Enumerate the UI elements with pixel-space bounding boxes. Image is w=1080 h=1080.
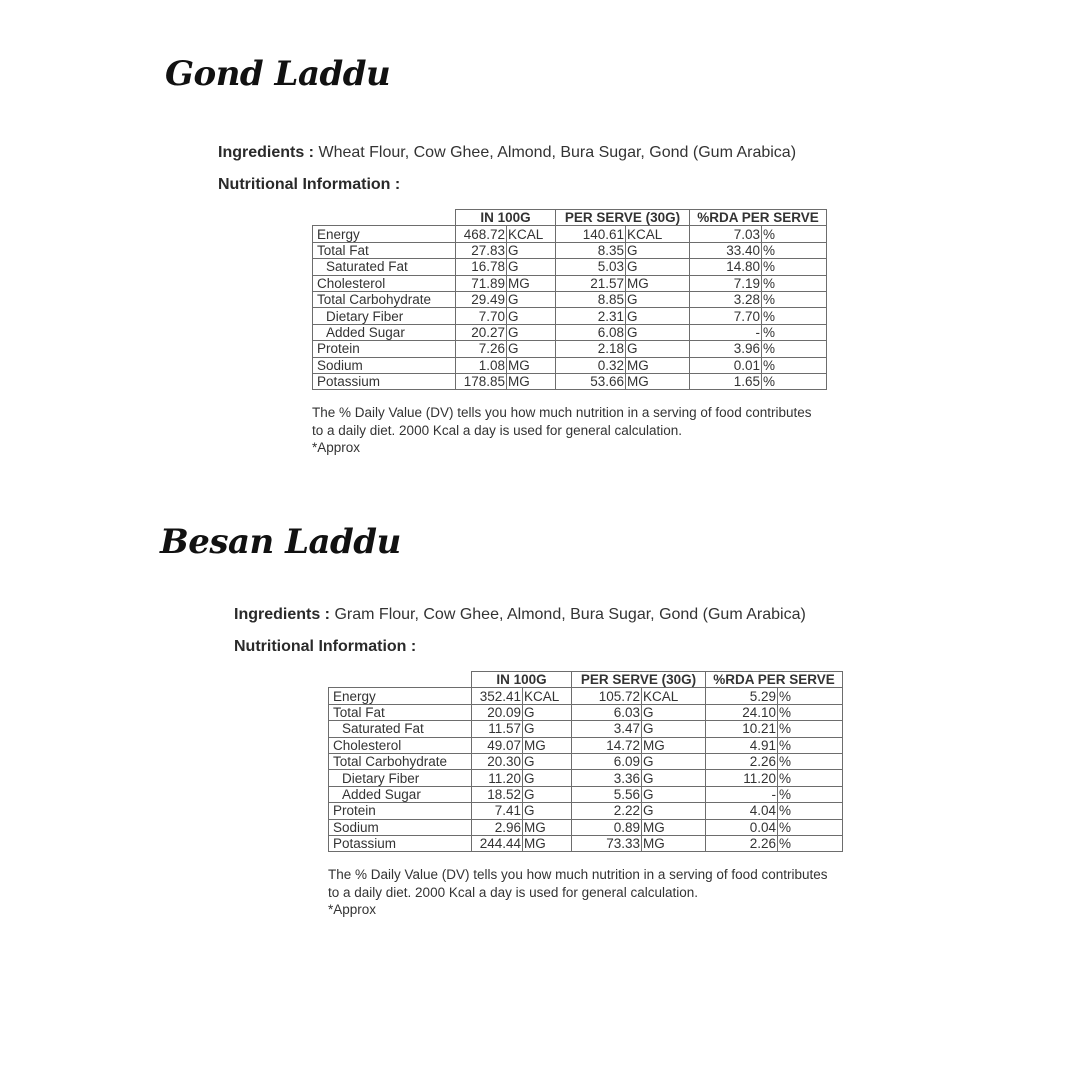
in100-value: 11.20 [472,770,523,786]
in100-value: 27.83 [456,242,507,258]
in100-value: 468.72 [456,226,507,242]
rda-value: 7.19 [690,275,762,291]
per-serve-unit: G [642,786,706,802]
per-serve-unit: MG [642,835,706,851]
rda-unit: % [778,786,843,802]
nutrient-name: Protein [313,341,456,357]
nutrient-name: Cholesterol [329,737,472,753]
header-per-serve: PER SERVE (30G) [556,210,690,226]
per-serve-unit: MG [626,373,690,389]
header-rda-per-serve: %RDA PER SERVE [706,672,843,688]
nutrient-row [313,275,827,291]
ingredients-text: Gram Flour, Cow Ghee, Almond, Bura Sugar, Gond (Gum Arabica) [334,606,806,623]
nutrition-table [328,671,843,852]
rda-unit: % [762,324,827,340]
nutrition-table [312,209,827,390]
footnote [328,866,888,919]
footnote [312,404,872,457]
nutrient-name: Dietary Fiber [313,308,456,324]
nutrient-row [313,291,827,307]
in100-unit: G [507,242,556,258]
per-serve-value: 2.18 [556,341,626,357]
per-serve-value: 73.33 [572,835,642,851]
in100-value: 7.70 [456,308,507,324]
in100-value: 16.78 [456,259,507,275]
per-serve-value: 6.03 [572,704,642,720]
nutrient-name: Total Fat [313,242,456,258]
per-serve-value: 8.85 [556,291,626,307]
rda-value: 4.04 [706,803,778,819]
rda-value: 3.28 [690,291,762,307]
in100-unit: G [523,770,572,786]
in100-unit: G [507,291,556,307]
rda-value: 14.80 [690,259,762,275]
nutrient-row [313,226,827,242]
rda-unit: % [778,688,843,704]
in100-value: 20.30 [472,753,523,769]
rda-value: 0.01 [690,357,762,373]
per-serve-unit: MG [626,357,690,373]
in100-value: 2.96 [472,819,523,835]
rda-unit: % [762,291,827,307]
rda-unit: % [762,275,827,291]
per-serve-unit: G [626,259,690,275]
nutritional-info-label: Nutritional Information : [218,176,401,193]
in100-unit: MG [507,357,556,373]
nutrient-row [329,819,843,835]
ingredients-label: Ingredients : [234,606,331,623]
per-serve-value: 105.72 [572,688,642,704]
in100-unit: G [523,803,572,819]
per-serve-value: 2.22 [572,803,642,819]
per-serve-unit: G [626,324,690,340]
rda-unit: % [778,704,843,720]
nutrition-table-body [329,688,843,852]
rda-value: 1.65 [690,373,762,389]
per-serve-value: 140.61 [556,226,626,242]
per-serve-unit: G [642,803,706,819]
in100-unit: G [523,704,572,720]
per-serve-unit: MG [642,819,706,835]
nutrient-name: Added Sugar [313,324,456,340]
in100-value: 11.57 [472,721,523,737]
in100-unit: MG [507,373,556,389]
header-blank-cell [329,672,472,688]
in100-value: 7.41 [472,803,523,819]
rda-unit: % [778,721,843,737]
footnote-approx: *Approx [312,440,361,455]
per-serve-unit: G [642,770,706,786]
nutrient-name: Saturated Fat [329,721,472,737]
rda-unit: % [762,259,827,275]
nutrient-name: Sodium [313,357,456,373]
per-serve-value: 53.66 [556,373,626,389]
rda-unit: % [762,242,827,258]
header-rda-per-serve: %RDA PER SERVE [690,210,827,226]
in100-unit: MG [523,819,572,835]
nutrient-row [313,308,827,324]
in100-unit: MG [523,737,572,753]
per-serve-unit: G [626,341,690,357]
ingredients-text: Wheat Flour, Cow Ghee, Almond, Bura Sugar, Gond (Gum Arabica) [318,144,797,161]
nutrient-row [329,786,843,802]
in100-unit: MG [507,275,556,291]
footnote-line-1: The % Daily Value (DV) tells you how much nutrition in a serving of food contributes [328,867,828,882]
per-serve-unit: G [642,704,706,720]
ingredients-line [218,144,796,162]
rda-unit: % [778,803,843,819]
footnote-line-2: to a daily diet. 2000 Kcal a day is used for general calculation. [312,422,682,438]
per-serve-unit: KCAL [626,226,690,242]
in100-unit: G [523,753,572,769]
nutrient-row [329,704,843,720]
nutrient-row [329,835,843,851]
nutrient-name: Total Carbohydrate [313,291,456,307]
product-title: Gond Laddu [165,54,391,94]
per-serve-value: 2.31 [556,308,626,324]
header-in-100g: IN 100G [472,672,572,688]
header-per-serve: PER SERVE (30G) [572,672,706,688]
rda-unit: % [778,770,843,786]
rda-value: - [706,786,778,802]
in100-unit: G [507,259,556,275]
in100-unit: KCAL [507,226,556,242]
nutrient-row [329,803,843,819]
in100-value: 71.89 [456,275,507,291]
in100-value: 244.44 [472,835,523,851]
per-serve-value: 3.47 [572,721,642,737]
per-serve-unit: G [642,721,706,737]
rda-unit: % [778,737,843,753]
nutrient-name: Potassium [329,835,472,851]
nutrient-name: Energy [329,688,472,704]
footnote-line-1: The % Daily Value (DV) tells you how much nutrition in a serving of food contributes [312,405,812,420]
nutritional-info-label: Nutritional Information : [234,638,417,655]
per-serve-value: 14.72 [572,737,642,753]
per-serve-unit: MG [642,737,706,753]
nutrient-name: Sodium [329,819,472,835]
per-serve-value: 6.09 [572,753,642,769]
nutrient-row [313,373,827,389]
ingredients-label: Ingredients : [218,144,315,161]
per-serve-value: 8.35 [556,242,626,258]
rda-unit: % [762,357,827,373]
rda-value: 33.40 [690,242,762,258]
per-serve-value: 0.89 [572,819,642,835]
header-in-100g: IN 100G [456,210,556,226]
rda-value: - [690,324,762,340]
in100-value: 1.08 [456,357,507,373]
nutrient-row [313,259,827,275]
in100-unit: G [523,786,572,802]
rda-value: 11.20 [706,770,778,786]
per-serve-unit: G [626,308,690,324]
nutrient-row [329,688,843,704]
nutrition-table-header [329,672,843,688]
per-serve-unit: G [626,291,690,307]
per-serve-value: 3.36 [572,770,642,786]
nutrient-row [329,753,843,769]
per-serve-unit: G [626,242,690,258]
nutrient-name: Protein [329,803,472,819]
nutrient-row [313,242,827,258]
rda-value: 10.21 [706,721,778,737]
nutrient-row [313,324,827,340]
in100-unit: G [507,341,556,357]
in100-value: 20.27 [456,324,507,340]
rda-value: 7.70 [690,308,762,324]
in100-unit: MG [523,835,572,851]
nutrient-name: Added Sugar [329,786,472,802]
rda-unit: % [762,341,827,357]
per-serve-value: 0.32 [556,357,626,373]
rda-unit: % [762,226,827,242]
rda-value: 0.04 [706,819,778,835]
rda-value: 7.03 [690,226,762,242]
rda-value: 2.26 [706,753,778,769]
nutrient-name: Dietary Fiber [329,770,472,786]
nutrient-row [329,737,843,753]
in100-unit: G [507,308,556,324]
header-blank-cell [313,210,456,226]
nutrient-name: Cholesterol [313,275,456,291]
rda-unit: % [762,373,827,389]
nutrient-name: Potassium [313,373,456,389]
rda-value: 24.10 [706,704,778,720]
in100-value: 352.41 [472,688,523,704]
in100-value: 18.52 [472,786,523,802]
in100-value: 29.49 [456,291,507,307]
per-serve-value: 5.56 [572,786,642,802]
nutrient-row [313,341,827,357]
rda-unit: % [778,835,843,851]
per-serve-unit: KCAL [642,688,706,704]
nutrient-name: Saturated Fat [313,259,456,275]
nutrient-name: Energy [313,226,456,242]
ingredients-line [234,606,806,624]
rda-value: 3.96 [690,341,762,357]
in100-unit: KCAL [523,688,572,704]
rda-unit: % [762,308,827,324]
nutrient-name: Total Fat [329,704,472,720]
product-title: Besan Laddu [160,522,401,562]
rda-value: 2.26 [706,835,778,851]
in100-value: 7.26 [456,341,507,357]
in100-value: 49.07 [472,737,523,753]
per-serve-value: 6.08 [556,324,626,340]
footnote-approx: *Approx [328,902,377,917]
rda-unit: % [778,819,843,835]
per-serve-value: 21.57 [556,275,626,291]
rda-value: 4.91 [706,737,778,753]
nutrient-row [329,770,843,786]
in100-unit: G [523,721,572,737]
per-serve-unit: MG [626,275,690,291]
nutrition-table-header [313,210,827,226]
rda-value: 5.29 [706,688,778,704]
per-serve-unit: G [642,753,706,769]
nutrient-row [329,721,843,737]
rda-unit: % [778,753,843,769]
in100-value: 178.85 [456,373,507,389]
footnote-line-2: to a daily diet. 2000 Kcal a day is used for general calculation. [328,884,698,900]
nutrition-table-body [313,226,827,390]
in100-unit: G [507,324,556,340]
in100-value: 20.09 [472,704,523,720]
per-serve-value: 5.03 [556,259,626,275]
nutrient-name: Total Carbohydrate [329,753,472,769]
nutrient-row [313,357,827,373]
